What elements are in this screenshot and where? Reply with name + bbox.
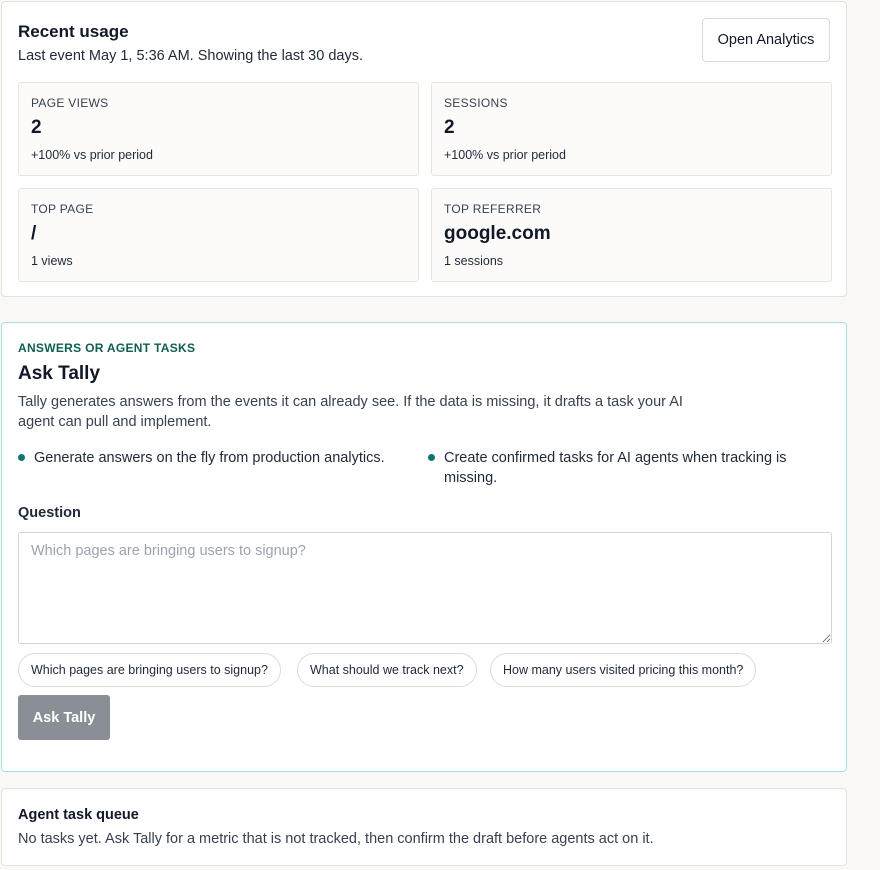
recent-usage-card bbox=[1, 1, 847, 297]
suggestion-chip[interactable]: Which pages are bringing users to signup? bbox=[18, 653, 281, 687]
stat-card-page-views bbox=[18, 82, 419, 176]
stat-card-sessions bbox=[431, 82, 832, 176]
stat-card-top-referrer bbox=[431, 188, 832, 282]
recent-usage-subtitle: Last event May 1, 5:36 AM. Showing the last 30 days. bbox=[18, 48, 363, 64]
feature-bullet-text: Create confirmed tasks for AI agents when tracking is missing. bbox=[444, 450, 787, 486]
stat-label: TOP PAGE bbox=[31, 202, 94, 216]
agent-task-queue-title: Agent task queue bbox=[18, 807, 139, 823]
question-label: Question bbox=[18, 505, 81, 521]
open-analytics-button[interactable]: Open Analytics bbox=[702, 18, 830, 62]
feature-bullet bbox=[18, 448, 418, 468]
stat-label: PAGE VIEWS bbox=[31, 96, 109, 110]
stat-note: 1 views bbox=[31, 254, 73, 268]
stat-label: TOP REFERRER bbox=[444, 202, 542, 216]
stat-note: +100% vs prior period bbox=[31, 148, 153, 162]
ask-tally-button[interactable]: Ask Tally bbox=[18, 695, 110, 740]
ask-description: Tally generates answers from the events it can already see. If the data is missing, it drafts a task your AI agent can pull and implement. bbox=[18, 394, 683, 430]
stat-value: 2 bbox=[31, 117, 42, 138]
agent-task-queue-card bbox=[1, 788, 847, 866]
ask-eyebrow: ANSWERS OR AGENT TASKS bbox=[18, 341, 196, 355]
recent-usage-title: Recent usage bbox=[18, 22, 129, 41]
feature-bullet-text: Generate answers on the fly from production analytics. bbox=[34, 450, 385, 466]
question-input[interactable] bbox=[18, 532, 832, 644]
feature-bullet bbox=[428, 448, 828, 488]
suggestion-chip[interactable]: How many users visited pricing this month? bbox=[490, 653, 756, 687]
stat-value: google.com bbox=[444, 223, 551, 244]
stat-value: 2 bbox=[444, 117, 455, 138]
bullet-dot-icon bbox=[18, 454, 25, 461]
bullet-dot-icon bbox=[428, 454, 435, 461]
ask-tally-card bbox=[1, 322, 847, 772]
stat-note: +100% vs prior period bbox=[444, 148, 566, 162]
suggestion-chip[interactable]: What should we track next? bbox=[297, 653, 477, 687]
stat-card-top-page bbox=[18, 188, 419, 282]
stat-note: 1 sessions bbox=[444, 254, 504, 268]
ask-tally-title: Ask Tally bbox=[18, 363, 101, 384]
stat-label: SESSIONS bbox=[444, 96, 508, 110]
stat-value: / bbox=[31, 223, 37, 244]
agent-task-queue-empty-text: No tasks yet. Ask Tally for a metric that is not tracked, then confirm the draft before agents act on it. bbox=[18, 831, 654, 847]
